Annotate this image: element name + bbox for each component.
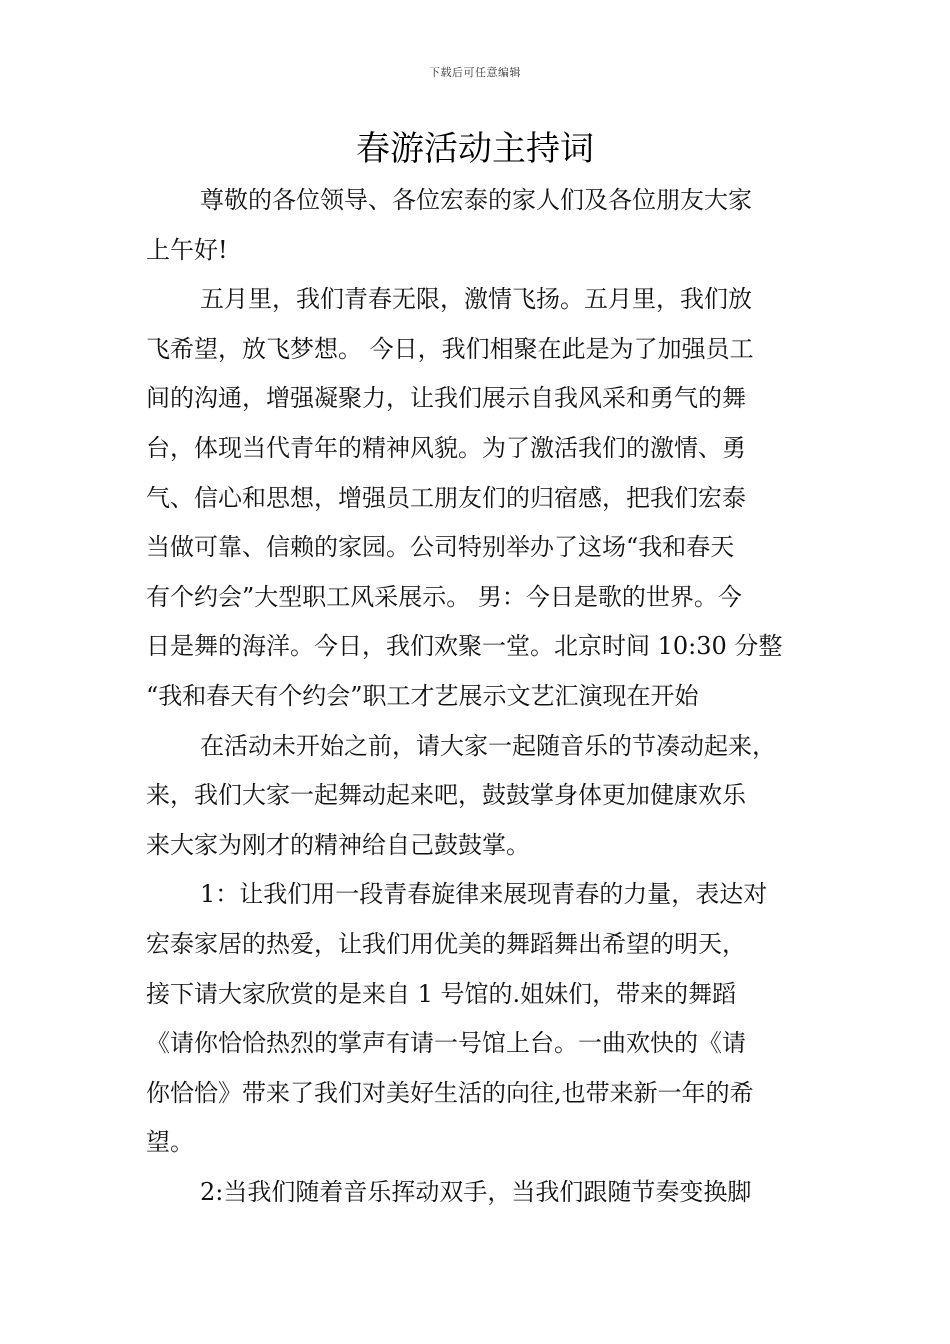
text-line: 间的沟通，增强凝聚力，让我们展示自我风采和勇气的舞	[146, 384, 746, 413]
paragraph-opening	[146, 275, 822, 721]
text-line: 你恰恰》带来了我们对美好生活的向往,也带来新一年的希	[146, 1078, 754, 1107]
text-line: 台，体现当代青年的精神风貌。为了激活我们的激情、勇	[146, 433, 746, 462]
text-line: 有个约会”大型职工风采展示。 男：今日是歌的世界。今	[146, 582, 742, 611]
text-line: 接下请大家欣赏的是来自 1 号馆的.姐妹们，带来的舞蹈	[146, 979, 737, 1008]
text-line: 尊敬的各位领导、各位宏泰的家人们及各位朋友大家	[200, 186, 752, 214]
paragraph-program-1	[146, 870, 822, 1168]
text-line: 飞希望，放飞梦想。 今日，我们相聚在此是为了加强员工	[146, 334, 754, 363]
text-line: 2:当我们随着音乐挥动双手，当我们跟随节奏变换脚	[200, 1177, 752, 1206]
paragraph-program-2	[146, 1168, 822, 1218]
header-note: 下载后可任意编辑	[429, 66, 521, 79]
text-line: 望。	[146, 1128, 194, 1157]
text-line: 日是舞的海洋。今日，我们欢聚一堂。北京时间 10:30 分整	[146, 632, 783, 661]
text-line: 气、信心和思想，增强员工朋友们的归宿感，把我们宏泰	[146, 483, 746, 512]
text-line: 1：让我们用一段青春旋律来展现青春的力量，表达对	[200, 880, 768, 909]
text-line: 五月里，我们青春无限，激情飞扬。五月里，我们放	[200, 285, 752, 314]
text-line: 《请你恰恰热烈的掌声有请一号馆上台。一曲欢快的《请	[146, 1029, 746, 1058]
text-line: 在活动未开始之前，请大家一起随音乐的节凑动起来，	[200, 731, 776, 760]
paragraph-warmup	[146, 722, 822, 871]
text-line: 上午好!	[146, 235, 228, 264]
document-title: 春游活动主持词	[356, 129, 594, 169]
text-line: 当做可靠、信赖的家园。公司特别举办了这场“我和春天	[146, 533, 735, 562]
text-line: 宏泰家居的热爱，让我们用优美的舞蹈舞出希望的明天，	[146, 929, 746, 958]
text-line: “我和春天有个约会”职工才艺展示文艺汇演现在开始	[146, 681, 699, 710]
document-body	[146, 176, 822, 1217]
text-line: 来，我们大家一起舞动起来吧，鼓鼓掌身体更加健康欢乐	[146, 781, 746, 810]
paragraph-greeting	[146, 176, 822, 275]
text-line: 来大家为刚才的精神给自己鼓鼓掌。	[146, 830, 530, 859]
